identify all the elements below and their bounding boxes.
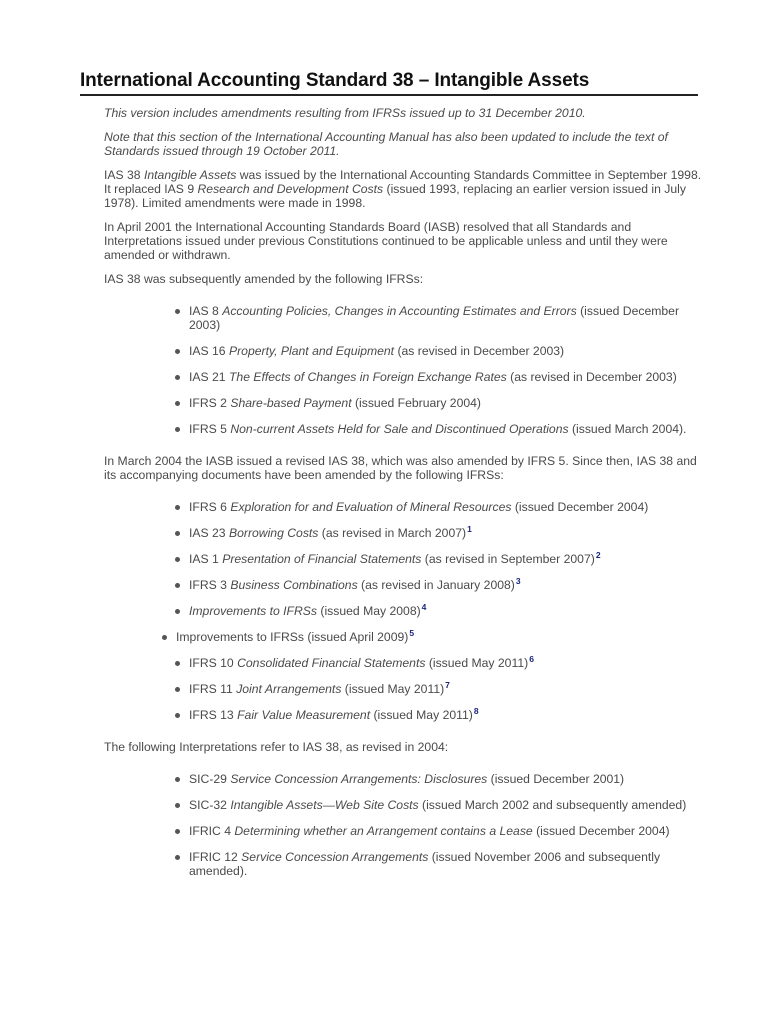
page-title: International Accounting Standard 38 – Intangible Assets xyxy=(80,70,698,96)
list-item: IFRIC 4 Determining whether an Arrangement contains a Lease (issued December 2004) xyxy=(104,824,704,838)
list-item: IAS 1 Presentation of Financial Statements (as revised in September 2007)$^2$ xyxy=(104,552,704,566)
list-item: IFRS 11 Joint Arrangements (issued May 2011)$^7$ xyxy=(104,682,704,696)
footnote-link[interactable]: 5 xyxy=(409,628,415,638)
document-body xyxy=(104,106,704,896)
list-item: Improvements to IFRSs (issued May 2008)$^4$ xyxy=(104,604,704,618)
footnote-link[interactable]: 7 xyxy=(445,680,450,690)
list-item: IFRS 2 Share-based Payment (issued February 2004) xyxy=(104,396,704,410)
footnote-link[interactable]: 4 xyxy=(421,602,427,612)
list-item: IAS 16 Property, Plant and Equipment (as revised in December 2003) xyxy=(104,344,704,358)
list-item: IFRS 13 Fair Value Measurement (issued May 2011)$^8$ xyxy=(104,708,704,722)
list-item: SIC-29 Service Concession Arrangements: Disclosures (issued December 2001) xyxy=(104,772,704,786)
amendment-list-2004 xyxy=(104,500,704,722)
list-item: SIC-32 Intangible Assets—Web Site Costs (issued March 2002 and subsequently amended) xyxy=(104,798,704,812)
list-item: IFRS 10 Consolidated Financial Statements (issued May 2011)$^6$ xyxy=(104,656,704,670)
list-item: IFRS 6 Exploration for and Evaluation of Mineral Resources (issued December 2004) xyxy=(104,500,704,514)
list-item: IFRS 3 Business Combinations (as revised in January 2008)$^3$ xyxy=(104,578,704,592)
list-item: Improvements to IFRSs (issued April 2009)$^5$ xyxy=(104,630,704,644)
interpretation-list xyxy=(104,772,704,878)
interpretations-paragraph: The following Interpretations refer to IAS 38, as revised in 2004: xyxy=(104,740,449,754)
list-item: IFRS 5 Non-current Assets Held for Sale and Discontinued Operations (issued March 2004). xyxy=(104,422,704,436)
version-note: This version includes amendments resulting from IFRSs issued up to 31 December 2010. xyxy=(104,106,586,120)
footnote-link[interactable]: 3 xyxy=(515,576,521,586)
amendment-list-2003 xyxy=(104,304,704,436)
list-item: IFRIC 12 Service Concession Arrangements (issued November 2006 and subsequently amended). xyxy=(104,850,704,878)
footnote-link[interactable]: 1 xyxy=(467,524,472,534)
list-item: IAS 8 Accounting Policies, Changes in Accounting Estimates and Errors (issued December 2003) xyxy=(104,304,704,332)
iasb-paragraph: In April 2001 the International Accounting Standards Board (IASB) resolved that all Standards and Interpretations issued under previous Constitutions continued to be applicable unless and until they were amended or withdrawn. xyxy=(104,220,668,262)
update-note: Note that this section of the International Accounting Manual has also been updated to include the text of Standards issued through 19 October 2011. xyxy=(104,130,668,158)
revised-2004-paragraph: In March 2004 the IASB issued a revised IAS 38, which was also amended by IFRS 5. Since then, IAS 38 and its accompanying documents have been amended by the following IFRSs: xyxy=(104,454,697,482)
footnote-link[interactable]: 6 xyxy=(529,654,534,664)
footnote-link[interactable]: 8 xyxy=(473,706,479,716)
amended-by-paragraph: IAS 38 was subsequently amended by the following IFRSs: xyxy=(104,272,424,286)
footnote-link[interactable]: 2 xyxy=(595,550,601,560)
list-item: IAS 23 Borrowing Costs (as revised in March 2007)$^1$ xyxy=(104,526,704,540)
list-item: IAS 21 The Effects of Changes in Foreign Exchange Rates (as revised in December 2003) xyxy=(104,370,704,384)
history-paragraph: IAS 38 Intangible Assets was issued by the International Accounting Standards Committee in September 1998. It replaced IAS 9 Research and Development Costs (issued 1993, replacing an earlier version issued in July 1978). Limited amendments were made in 1998. xyxy=(104,168,702,210)
